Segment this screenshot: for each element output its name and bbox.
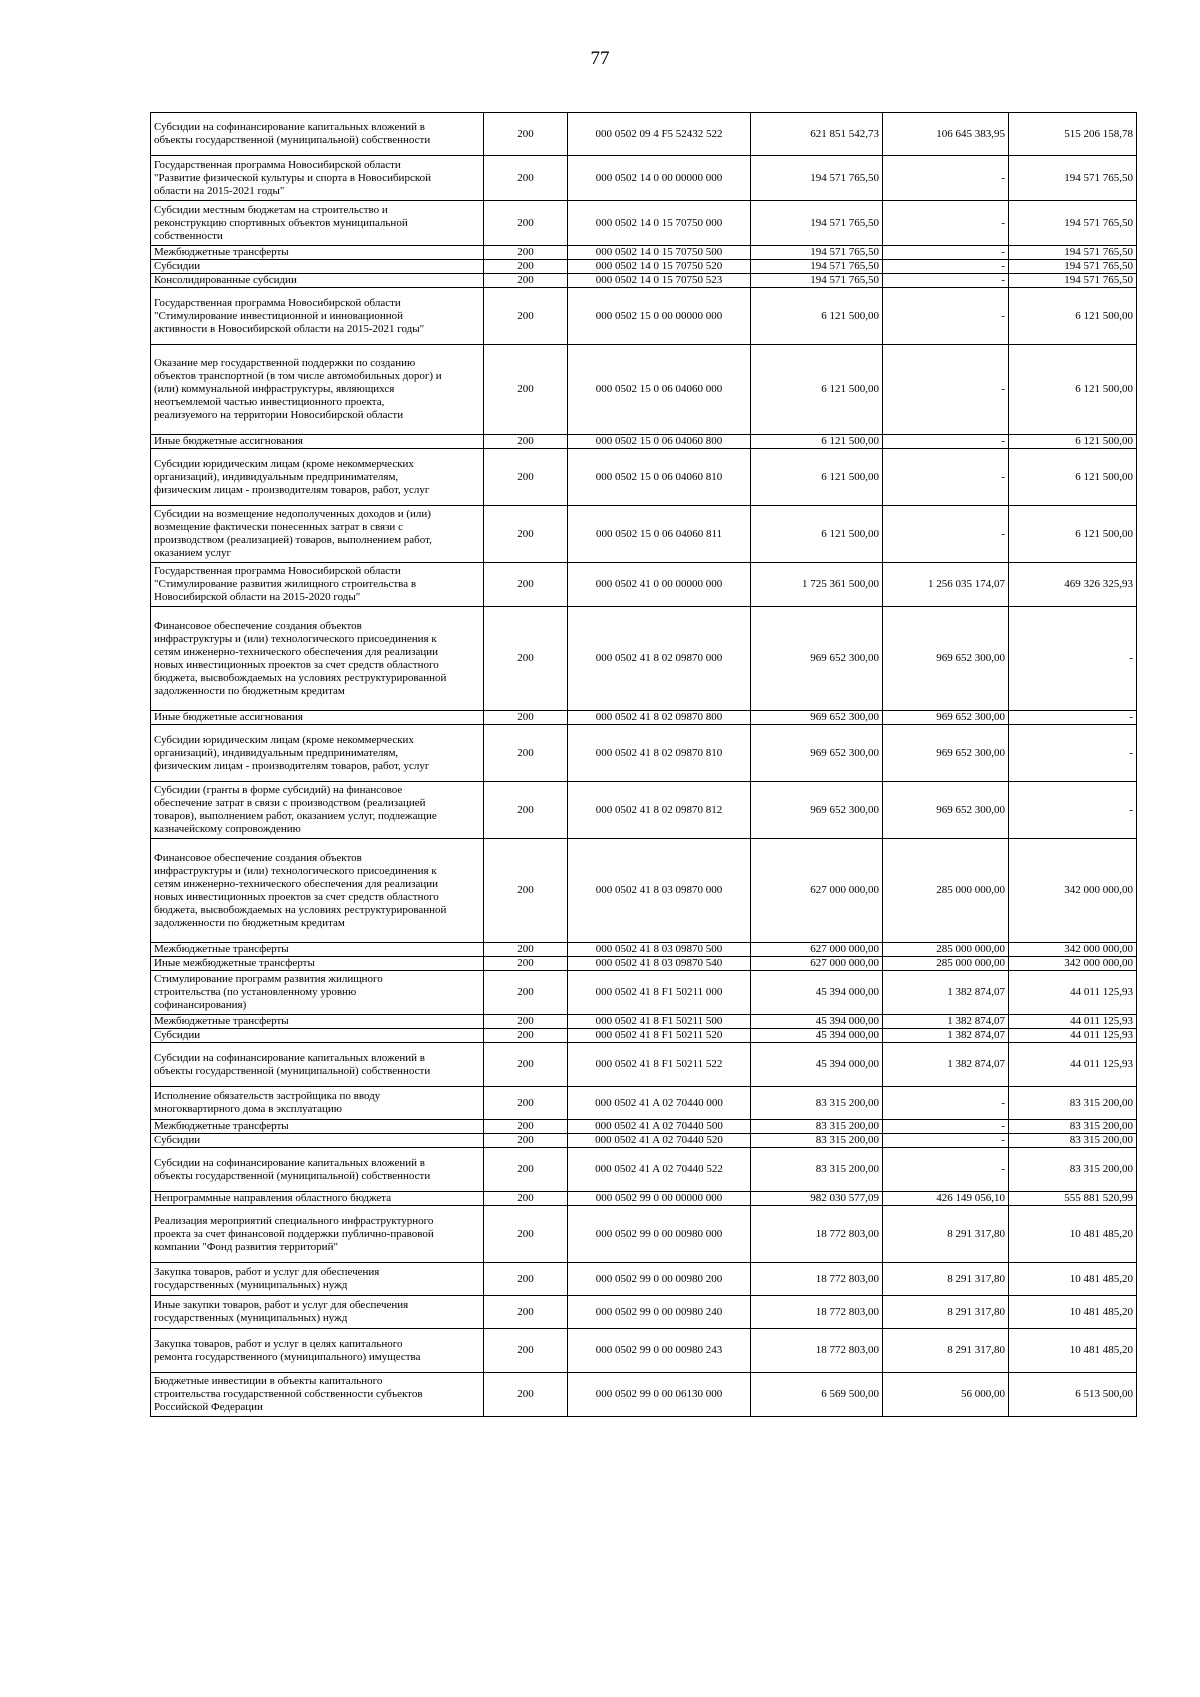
row-value1-cell: 18 772 803,00: [751, 1296, 883, 1329]
row-value3-cell: 6 121 500,00: [1009, 345, 1137, 435]
row-value2-cell: -: [883, 1148, 1009, 1192]
row-value1-cell: 627 000 000,00: [751, 957, 883, 971]
row-value2-cell: 1 382 874,07: [883, 1043, 1009, 1087]
table-row: [151, 943, 1137, 957]
row-code-cell: 200: [484, 260, 568, 274]
table-row: [151, 113, 1137, 156]
budget-table-body: [151, 113, 1137, 1417]
row-code-cell: 200: [484, 1148, 568, 1192]
row-value2-cell: -: [883, 274, 1009, 288]
row-value2-cell: 969 652 300,00: [883, 607, 1009, 711]
row-value3-cell: 194 571 765,50: [1009, 274, 1137, 288]
row-value3-cell: 44 011 125,93: [1009, 1029, 1137, 1043]
row-value1-cell: 45 394 000,00: [751, 1043, 883, 1087]
row-code-cell: 200: [484, 1120, 568, 1134]
row-value3-cell: 44 011 125,93: [1009, 1043, 1137, 1087]
row-name-cell: Закупка товаров, работ и услуг в целях капитального ремонта государственного (муниципального) имущества: [151, 1329, 484, 1373]
row-value3-cell: 6 121 500,00: [1009, 449, 1137, 506]
row-value3-cell: 194 571 765,50: [1009, 156, 1137, 201]
row-value3-cell: 342 000 000,00: [1009, 957, 1137, 971]
row-value1-cell: 194 571 765,50: [751, 260, 883, 274]
budget-table: [150, 112, 1137, 1417]
row-code-cell: 200: [484, 1263, 568, 1296]
table-row: [151, 563, 1137, 607]
row-name-cell: Непрограммные направления областного бюджета: [151, 1192, 484, 1206]
row-code-cell: 200: [484, 449, 568, 506]
row-value1-cell: 1 725 361 500,00: [751, 563, 883, 607]
row-name-cell: Оказание мер государственной поддержки по созданию объектов транспортной (в том числе автомобильных дорог) и (или) коммунальной инфраструктуры, являющихся неотъемлемой частью инвестиционного проекта, реализуемого на территории Новосибирской области: [151, 345, 484, 435]
row-code-cell: 200: [484, 1043, 568, 1087]
row-value2-cell: 285 000 000,00: [883, 839, 1009, 943]
row-name-cell: Исполнение обязательств застройщика по вводу многоквартирного дома в эксплуатацию: [151, 1087, 484, 1120]
row-code-cell: 200: [484, 725, 568, 782]
row-value3-cell: 83 315 200,00: [1009, 1148, 1137, 1192]
row-name-cell: Субсидии юридическим лицам (кроме некоммерческих организаций), индивидуальным предпринимателям, физическим лицам - производителям товаров, работ, услуг: [151, 449, 484, 506]
table-row: [151, 1087, 1137, 1120]
row-value1-cell: 83 315 200,00: [751, 1134, 883, 1148]
row-code-cell: 200: [484, 711, 568, 725]
row-kbk-cell: 000 0502 41 A 02 70440 520: [568, 1134, 751, 1148]
table-row: [151, 1263, 1137, 1296]
row-kbk-cell: 000 0502 41 8 03 09870 540: [568, 957, 751, 971]
row-value2-cell: 8 291 317,80: [883, 1296, 1009, 1329]
row-name-cell: Консолидированные субсидии: [151, 274, 484, 288]
row-value2-cell: 285 000 000,00: [883, 957, 1009, 971]
row-value3-cell: 10 481 485,20: [1009, 1296, 1137, 1329]
table-row: [151, 1015, 1137, 1029]
table-row: [151, 607, 1137, 711]
row-kbk-cell: 000 0502 41 8 02 09870 000: [568, 607, 751, 711]
row-value1-cell: 6 121 500,00: [751, 435, 883, 449]
row-value2-cell: 426 149 056,10: [883, 1192, 1009, 1206]
row-value2-cell: -: [883, 506, 1009, 563]
row-value1-cell: 194 571 765,50: [751, 246, 883, 260]
row-value1-cell: 969 652 300,00: [751, 782, 883, 839]
row-value1-cell: 83 315 200,00: [751, 1087, 883, 1120]
row-name-cell: Субсидии на софинансирование капитальных вложений в объекты государственной (муниципальной) собственности: [151, 1148, 484, 1192]
row-value1-cell: 982 030 577,09: [751, 1192, 883, 1206]
row-value3-cell: 194 571 765,50: [1009, 201, 1137, 246]
row-value3-cell: -: [1009, 725, 1137, 782]
row-code-cell: 200: [484, 1296, 568, 1329]
table-row: [151, 1029, 1137, 1043]
row-value1-cell: 6 121 500,00: [751, 345, 883, 435]
row-value3-cell: 10 481 485,20: [1009, 1329, 1137, 1373]
row-value2-cell: -: [883, 288, 1009, 345]
row-value2-cell: -: [883, 435, 1009, 449]
row-name-cell: Финансовое обеспечение создания объектов инфраструктуры и (или) технологического присоединения к сетям инженерно-технического обеспечения для реализации новых инвестиционных проектов за счет средств областного бюджета, высвобождаемых на условиях реструктурированной задолженности по бюджетным кредитам: [151, 607, 484, 711]
row-value2-cell: 106 645 383,95: [883, 113, 1009, 156]
row-kbk-cell: 000 0502 41 A 02 70440 522: [568, 1148, 751, 1192]
row-value2-cell: 969 652 300,00: [883, 711, 1009, 725]
table-row: [151, 1296, 1137, 1329]
row-code-cell: 200: [484, 1329, 568, 1373]
row-kbk-cell: 000 0502 15 0 00 00000 000: [568, 288, 751, 345]
row-kbk-cell: 000 0502 99 0 00 00980 240: [568, 1296, 751, 1329]
row-code-cell: 200: [484, 246, 568, 260]
row-value1-cell: 194 571 765,50: [751, 201, 883, 246]
table-row: [151, 1043, 1137, 1087]
row-value2-cell: 1 382 874,07: [883, 971, 1009, 1015]
row-name-cell: Закупка товаров, работ и услуг для обеспечения государственных (муниципальных) нужд: [151, 1263, 484, 1296]
row-value1-cell: 45 394 000,00: [751, 1015, 883, 1029]
row-value1-cell: 83 315 200,00: [751, 1120, 883, 1134]
row-kbk-cell: 000 0502 41 8 F1 50211 500: [568, 1015, 751, 1029]
row-kbk-cell: 000 0502 14 0 15 70750 523: [568, 274, 751, 288]
row-value3-cell: 6 121 500,00: [1009, 288, 1137, 345]
row-code-cell: 200: [484, 1015, 568, 1029]
row-name-cell: Финансовое обеспечение создания объектов инфраструктуры и (или) технологического присоединения к сетям инженерно-технического обеспечения для реализации новых инвестиционных проектов за счет средств областного бюджета, высвобождаемых на условиях реструктурированной задолженности по бюджетным кредитам: [151, 839, 484, 943]
row-value3-cell: -: [1009, 607, 1137, 711]
row-name-cell: Субсидии: [151, 1134, 484, 1148]
row-code-cell: 200: [484, 435, 568, 449]
row-value2-cell: -: [883, 201, 1009, 246]
row-value2-cell: -: [883, 260, 1009, 274]
table-row: [151, 345, 1137, 435]
row-name-cell: Иные бюджетные ассигнования: [151, 711, 484, 725]
row-name-cell: Иные межбюджетные трансферты: [151, 957, 484, 971]
row-kbk-cell: 000 0502 41 8 F1 50211 000: [568, 971, 751, 1015]
row-value1-cell: 969 652 300,00: [751, 607, 883, 711]
row-value3-cell: 44 011 125,93: [1009, 1015, 1137, 1029]
row-code-cell: 200: [484, 1192, 568, 1206]
row-value3-cell: 83 315 200,00: [1009, 1120, 1137, 1134]
row-name-cell: Субсидии на софинансирование капитальных вложений в объекты государственной (муниципальной) собственности: [151, 113, 484, 156]
row-value3-cell: 342 000 000,00: [1009, 839, 1137, 943]
row-value2-cell: 969 652 300,00: [883, 725, 1009, 782]
row-value1-cell: 6 569 500,00: [751, 1373, 883, 1417]
row-name-cell: Стимулирование программ развития жилищного строительства (по установленному уровню софинансирования): [151, 971, 484, 1015]
row-value2-cell: -: [883, 156, 1009, 201]
row-code-cell: 200: [484, 943, 568, 957]
row-kbk-cell: 000 0502 41 8 03 09870 500: [568, 943, 751, 957]
row-name-cell: Субсидии на возмещение недополученных доходов и (или) возмещение фактически понесенных затрат в связи с производством (реализацией) товаров, выполнением работ, оказанием услуг: [151, 506, 484, 563]
row-kbk-cell: 000 0502 14 0 15 70750 000: [568, 201, 751, 246]
table-row: [151, 435, 1137, 449]
row-value1-cell: 621 851 542,73: [751, 113, 883, 156]
table-row: [151, 711, 1137, 725]
row-kbk-cell: 000 0502 41 8 03 09870 000: [568, 839, 751, 943]
row-value3-cell: 10 481 485,20: [1009, 1206, 1137, 1263]
row-kbk-cell: 000 0502 99 0 00 00980 200: [568, 1263, 751, 1296]
row-value1-cell: 18 772 803,00: [751, 1263, 883, 1296]
row-code-cell: 200: [484, 1029, 568, 1043]
row-name-cell: Государственная программа Новосибирской области "Развитие физической культуры и спорта в Новосибирской области на 2015-2021 годы": [151, 156, 484, 201]
row-value2-cell: 56 000,00: [883, 1373, 1009, 1417]
table-row: [151, 725, 1137, 782]
table-row: [151, 1134, 1137, 1148]
row-value3-cell: 6 513 500,00: [1009, 1373, 1137, 1417]
row-value2-cell: -: [883, 345, 1009, 435]
table-row: [151, 839, 1137, 943]
row-value3-cell: 6 121 500,00: [1009, 435, 1137, 449]
row-code-cell: 200: [484, 506, 568, 563]
row-value1-cell: 6 121 500,00: [751, 506, 883, 563]
row-kbk-cell: 000 0502 09 4 F5 52432 522: [568, 113, 751, 156]
row-code-cell: 200: [484, 1373, 568, 1417]
row-value1-cell: 18 772 803,00: [751, 1206, 883, 1263]
row-kbk-cell: 000 0502 41 A 02 70440 500: [568, 1120, 751, 1134]
row-kbk-cell: 000 0502 15 0 06 04060 800: [568, 435, 751, 449]
table-row: [151, 288, 1137, 345]
row-value3-cell: 555 881 520,99: [1009, 1192, 1137, 1206]
row-value2-cell: 1 256 035 174,07: [883, 563, 1009, 607]
row-name-cell: Бюджетные инвестиции в объекты капитального строительства государственной собственности субъектов Российской Федерации: [151, 1373, 484, 1417]
row-value3-cell: 83 315 200,00: [1009, 1134, 1137, 1148]
row-code-cell: 200: [484, 345, 568, 435]
row-code-cell: 200: [484, 1134, 568, 1148]
row-name-cell: Межбюджетные трансферты: [151, 1015, 484, 1029]
row-value2-cell: 8 291 317,80: [883, 1263, 1009, 1296]
row-code-cell: 200: [484, 274, 568, 288]
row-name-cell: Субсидии: [151, 260, 484, 274]
row-value2-cell: 1 382 874,07: [883, 1015, 1009, 1029]
row-value3-cell: 194 571 765,50: [1009, 246, 1137, 260]
row-value2-cell: 8 291 317,80: [883, 1206, 1009, 1263]
row-value1-cell: 45 394 000,00: [751, 1029, 883, 1043]
row-value1-cell: 194 571 765,50: [751, 274, 883, 288]
row-name-cell: Субсидии: [151, 1029, 484, 1043]
row-kbk-cell: 000 0502 41 8 F1 50211 522: [568, 1043, 751, 1087]
row-kbk-cell: 000 0502 15 0 06 04060 811: [568, 506, 751, 563]
row-kbk-cell: 000 0502 41 8 02 09870 800: [568, 711, 751, 725]
row-value1-cell: 45 394 000,00: [751, 971, 883, 1015]
row-value2-cell: 8 291 317,80: [883, 1329, 1009, 1373]
row-value2-cell: -: [883, 1134, 1009, 1148]
row-value1-cell: 969 652 300,00: [751, 725, 883, 782]
row-value1-cell: 627 000 000,00: [751, 943, 883, 957]
row-kbk-cell: 000 0502 41 0 00 00000 000: [568, 563, 751, 607]
row-name-cell: Субсидии юридическим лицам (кроме некоммерческих организаций), индивидуальным предпринимателям, физическим лицам - производителям товаров, работ, услуг: [151, 725, 484, 782]
row-name-cell: Иные бюджетные ассигнования: [151, 435, 484, 449]
row-name-cell: Государственная программа Новосибирской области "Стимулирование развития жилищного строительства в Новосибирской области на 2015-2020 годы": [151, 563, 484, 607]
row-kbk-cell: 000 0502 14 0 00 00000 000: [568, 156, 751, 201]
row-name-cell: Реализация мероприятий специального инфраструктурного проекта за счет финансовой поддержки публично-правовой компании "Фонд развития территорий": [151, 1206, 484, 1263]
row-name-cell: Межбюджетные трансферты: [151, 246, 484, 260]
row-kbk-cell: 000 0502 99 0 00 00980 243: [568, 1329, 751, 1373]
table-row: [151, 201, 1137, 246]
page-number: 77: [590, 48, 610, 69]
row-name-cell: Субсидии на софинансирование капитальных вложений в объекты государственной (муниципальной) собственности: [151, 1043, 484, 1087]
row-name-cell: Иные закупки товаров, работ и услуг для обеспечения государственных (муниципальных) нужд: [151, 1296, 484, 1329]
row-code-cell: 200: [484, 1087, 568, 1120]
row-kbk-cell: 000 0502 15 0 06 04060 000: [568, 345, 751, 435]
row-value3-cell: -: [1009, 711, 1137, 725]
row-code-cell: 200: [484, 156, 568, 201]
row-code-cell: 200: [484, 607, 568, 711]
row-code-cell: 200: [484, 288, 568, 345]
row-value1-cell: 6 121 500,00: [751, 288, 883, 345]
table-row: [151, 246, 1137, 260]
table-row: [151, 274, 1137, 288]
row-value3-cell: 194 571 765,50: [1009, 260, 1137, 274]
row-code-cell: 200: [484, 563, 568, 607]
row-value2-cell: -: [883, 1120, 1009, 1134]
row-value3-cell: 515 206 158,78: [1009, 113, 1137, 156]
row-value3-cell: -: [1009, 782, 1137, 839]
row-value1-cell: 6 121 500,00: [751, 449, 883, 506]
table-row: [151, 1148, 1137, 1192]
row-kbk-cell: 000 0502 15 0 06 04060 810: [568, 449, 751, 506]
row-kbk-cell: 000 0502 14 0 15 70750 520: [568, 260, 751, 274]
row-value2-cell: -: [883, 1087, 1009, 1120]
row-value3-cell: 469 326 325,93: [1009, 563, 1137, 607]
table-row: [151, 156, 1137, 201]
row-value2-cell: -: [883, 246, 1009, 260]
row-kbk-cell: 000 0502 99 0 00 06130 000: [568, 1373, 751, 1417]
row-code-cell: 200: [484, 1206, 568, 1263]
row-value3-cell: 10 481 485,20: [1009, 1263, 1137, 1296]
table-row: [151, 1120, 1137, 1134]
row-kbk-cell: 000 0502 41 8 02 09870 810: [568, 725, 751, 782]
row-value3-cell: 342 000 000,00: [1009, 943, 1137, 957]
table-row: [151, 449, 1137, 506]
table-row: [151, 1206, 1137, 1263]
row-value1-cell: 194 571 765,50: [751, 156, 883, 201]
row-name-cell: Межбюджетные трансферты: [151, 943, 484, 957]
row-value1-cell: 969 652 300,00: [751, 711, 883, 725]
table-row: [151, 971, 1137, 1015]
row-value2-cell: 285 000 000,00: [883, 943, 1009, 957]
table-row: [151, 782, 1137, 839]
row-name-cell: Субсидии (гранты в форме субсидий) на финансовое обеспечение затрат в связи с производством (реализацией товаров), выполнением работ, оказанием услуг, подлежащие казначейскому сопровождению: [151, 782, 484, 839]
row-name-cell: Государственная программа Новосибирской области "Стимулирование инвестиционной и инновационной активности в Новосибирской области на 2015-2021 годы": [151, 288, 484, 345]
row-value1-cell: 18 772 803,00: [751, 1329, 883, 1373]
table-row: [151, 1329, 1137, 1373]
row-kbk-cell: 000 0502 14 0 15 70750 500: [568, 246, 751, 260]
row-code-cell: 200: [484, 113, 568, 156]
row-code-cell: 200: [484, 957, 568, 971]
row-kbk-cell: 000 0502 41 A 02 70440 000: [568, 1087, 751, 1120]
table-row: [151, 506, 1137, 563]
table-row: [151, 260, 1137, 274]
row-name-cell: Субсидии местным бюджетам на строительство и реконструкцию спортивных объектов муниципальной собственности: [151, 201, 484, 246]
table-row: [151, 1373, 1137, 1417]
row-kbk-cell: 000 0502 99 0 00 00980 000: [568, 1206, 751, 1263]
row-code-cell: 200: [484, 971, 568, 1015]
row-value1-cell: 83 315 200,00: [751, 1148, 883, 1192]
table-row: [151, 1192, 1137, 1206]
row-value3-cell: 44 011 125,93: [1009, 971, 1137, 1015]
row-value1-cell: 627 000 000,00: [751, 839, 883, 943]
row-value2-cell: 969 652 300,00: [883, 782, 1009, 839]
row-kbk-cell: 000 0502 41 8 F1 50211 520: [568, 1029, 751, 1043]
row-value2-cell: 1 382 874,07: [883, 1029, 1009, 1043]
table-row: [151, 957, 1137, 971]
row-value3-cell: 83 315 200,00: [1009, 1087, 1137, 1120]
row-code-cell: 200: [484, 201, 568, 246]
row-code-cell: 200: [484, 782, 568, 839]
row-value3-cell: 6 121 500,00: [1009, 506, 1137, 563]
row-kbk-cell: 000 0502 41 8 02 09870 812: [568, 782, 751, 839]
row-value2-cell: -: [883, 449, 1009, 506]
row-name-cell: Межбюджетные трансферты: [151, 1120, 484, 1134]
row-code-cell: 200: [484, 839, 568, 943]
row-kbk-cell: 000 0502 99 0 00 00000 000: [568, 1192, 751, 1206]
